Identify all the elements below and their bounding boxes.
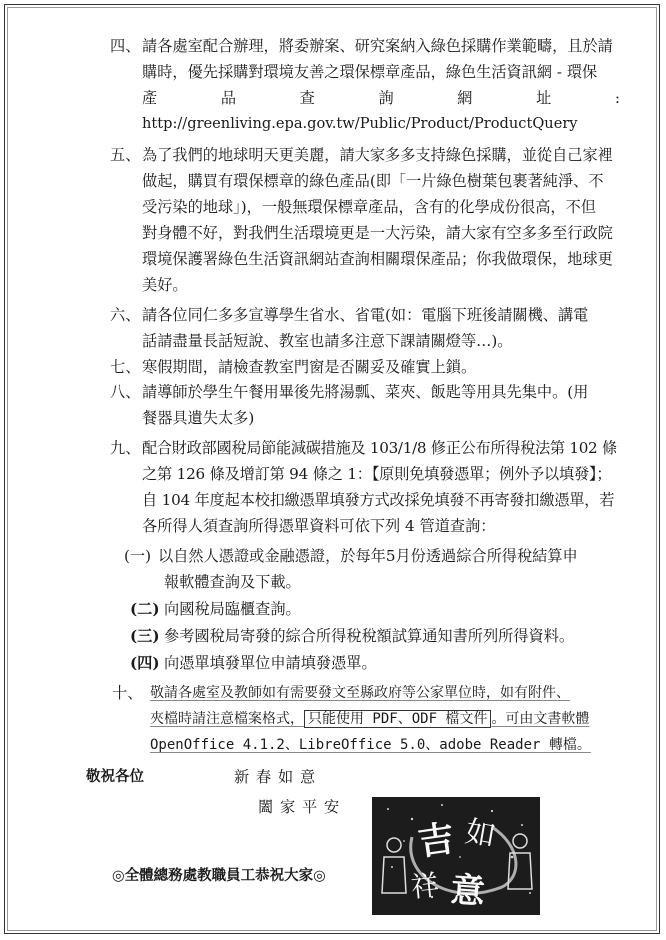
- item-10-line: OpenOffice 4.1.2、LibreOffice 5.0、adobe Reader 轉檔。: [150, 737, 591, 753]
- item-7-marker: 七、: [110, 358, 141, 376]
- item-5-line: 環境保護署綠色生活資訊網站查詢相關環保產品；你我做環保，地球更: [142, 250, 613, 268]
- format-requirement-box: 只能使用 PDF、ODF 檔文件: [304, 710, 491, 728]
- item-10-text: 。可由文書軟體: [491, 711, 590, 727]
- item-4-line: 購時，優先採購對環境友善之環保標章產品，綠色生活資訊網 - 環保: [142, 63, 598, 81]
- item-9-line: 配合財政部國稅局節能減碳措施及 103/1/8 修正公布所得稅法第 102 條: [142, 439, 617, 457]
- item-10-text: 夾檔時請注意檔案格式，: [150, 711, 304, 727]
- stamp-char-1: 吉: [415, 817, 457, 864]
- item-8-line: 餐器具遺失太多): [142, 409, 255, 427]
- sub-1-marker: (一): [124, 547, 152, 565]
- item-5-line: 做起，購買有環保標章的綠色產品(即「一片綠色樹葉包裹著純淨、不: [142, 172, 604, 190]
- item-6-marker: 六、: [110, 306, 141, 324]
- wish-line-2: 闔 家 平 安: [258, 798, 341, 816]
- item-5-marker: 五、: [110, 146, 141, 164]
- item-5-line: 受污染的地球」)，一般無環保標章產品，含有的化學成份很高，不但: [142, 198, 596, 216]
- sub-3-line: 參考國稅局寄發的綜合所得稅稅額試算通知書所列所得資料。: [164, 627, 575, 645]
- item-10-line: 敬請各處室及教師如有需要發文至縣政府等公家單位時，如有附件、: [150, 685, 570, 701]
- sub-4-marker: (四): [130, 654, 160, 672]
- item-5-line: 美好。: [142, 276, 188, 294]
- item-5-line: 為了我們的地球明天更美麗，請大家多多支持綠色採購，並從自己家裡: [142, 146, 613, 164]
- item-10-marker: 十、: [112, 684, 143, 702]
- item-5-line: 對身體不好，對我們生活環境更是一大污染，請大家有空多多至行政院: [142, 224, 613, 242]
- item-6-line: 話請盡量長話短說、教室也請多注意下課請關燈等…)。: [142, 332, 513, 350]
- stamp-char-3: 祥: [409, 868, 441, 904]
- item-9-marker: 九、: [110, 439, 141, 457]
- stamp-char-4: 意: [449, 870, 487, 913]
- item-6-line: 請各位同仁多多宣導學生省水、省電(如：電腦下班後請關機、講電: [142, 306, 589, 324]
- sub-4-line: 向憑單填發單位申請填發憑單。: [164, 654, 377, 672]
- stamp-char-2: 如: [462, 814, 499, 855]
- salutation: 敬祝各位: [86, 768, 144, 785]
- sub-2-line: 向國稅局臨櫃查詢。: [164, 600, 301, 618]
- wish-line-1: 新 春 如 意: [234, 768, 317, 786]
- item-7-line: 寒假期間，請檢查教室門窗是否關妥及確實上鎖。: [142, 358, 477, 376]
- figure-left: [382, 838, 406, 893]
- sub-1-line: 報軟體查詢及下載。: [164, 573, 301, 591]
- new-year-greeting-stamp: [372, 797, 540, 915]
- stamp-art: [372, 797, 540, 915]
- item-9-line: 各所得人須查詢所得憑單資料可依下列 4 管道查詢：: [142, 517, 496, 535]
- item-8-line: 請導師於學生午餐用畢後先將湯瓢、菜夾、飯匙等用具先集中。(用: [142, 383, 589, 401]
- sub-1-line: 以自然人憑證或金融憑證，於每年5月份透過綜合所得稅結算申: [158, 547, 578, 565]
- item-10-line-2: [150, 709, 589, 729]
- item-8-marker: 八、: [110, 383, 141, 401]
- item-9-line: 自 104 年度起本校扣繳憑單填發方式改採免填發不再寄發扣繳憑單，若: [142, 491, 615, 509]
- sub-2-marker: (二): [130, 600, 160, 618]
- signoff: ◎全體總務處教職員工恭祝大家◎: [112, 867, 326, 884]
- item-4-marker: 四、: [110, 37, 141, 55]
- item-4-url-label: 產 品 查 詢 網 址 :: [142, 89, 620, 107]
- greenliving-url: http://greenliving.epa.gov.tw/Public/Product/ProductQuery: [142, 115, 578, 132]
- item-4-line: 請各處室配合辦理，將委辦案、研究案納入綠色採購作業範疇，且於請: [142, 37, 613, 55]
- sub-3-marker: (三): [130, 627, 160, 645]
- item-9-line: 之第 126 條及增訂第 94 條之 1：【原則免填發憑單；例外予以填發】；: [142, 465, 612, 483]
